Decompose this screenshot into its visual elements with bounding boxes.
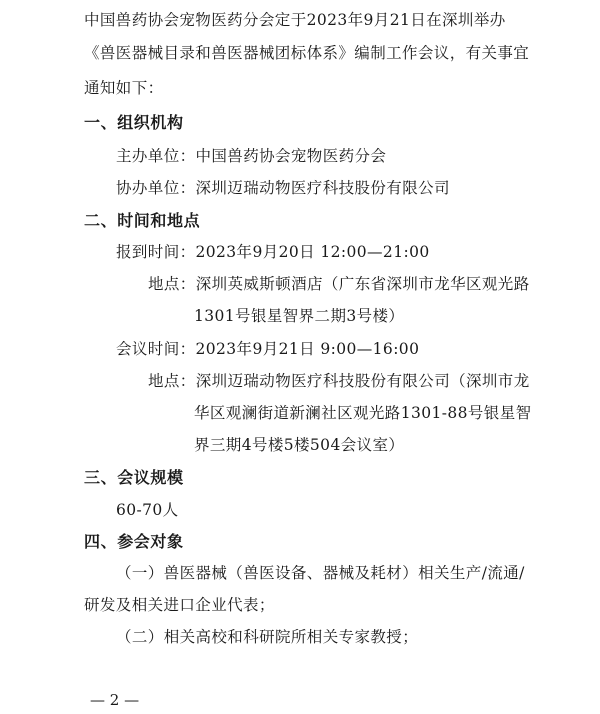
attendee-item-1-line-2: 研发及相关进口企业代表；: [84, 596, 275, 614]
registration-place-line-2: 1301号银星智界二期3号楼）: [194, 307, 405, 325]
intro-line-2: 《兽医器械目录和兽医器械团标体系》编制工作会议，有关事宜: [84, 44, 530, 62]
attendee-item-1-line-1: （一）兽医器械（兽医设备、器械及耗材）相关生产/流通/: [116, 564, 525, 582]
intro-line-3: 通知如下：: [84, 79, 164, 97]
host-organization: 主办单位：中国兽药协会宠物医药分会: [116, 147, 387, 165]
co-host-organization: 协办单位：深圳迈瑞动物医疗科技股份有限公司: [116, 179, 450, 197]
section-3-heading: 三、会议规模: [84, 468, 184, 487]
meeting-place-line-3: 界三期4号楼5楼504会议室）: [194, 436, 405, 454]
registration-time: 报到时间：2023年9月20日 12:00—21:00: [116, 243, 430, 261]
meeting-place-line-1: 地点：深圳迈瑞动物医疗科技股份有限公司（深圳市龙: [148, 372, 530, 390]
page-number: — 2 —: [90, 691, 140, 709]
meeting-scale: 60-70人: [116, 501, 179, 519]
registration-place-line-1: 地点：深圳英威斯顿酒店（广东省深圳市龙华区观光路: [148, 275, 530, 293]
section-1-heading: 一、组织机构: [84, 113, 184, 132]
meeting-time: 会议时间：2023年9月21日 9:00—16:00: [116, 340, 420, 358]
meeting-place-line-2: 华区观澜街道新澜社区观光路1301-88号银星智: [194, 404, 532, 422]
attendee-item-2: （二）相关高校和科研院所相关专家教授；: [116, 628, 419, 646]
intro-line-1: 中国兽药协会宠物医药分会定于2023年9月21日在深圳举办: [84, 11, 506, 29]
section-2-heading: 二、时间和地点: [84, 211, 201, 230]
section-4-heading: 四、参会对象: [84, 532, 184, 551]
